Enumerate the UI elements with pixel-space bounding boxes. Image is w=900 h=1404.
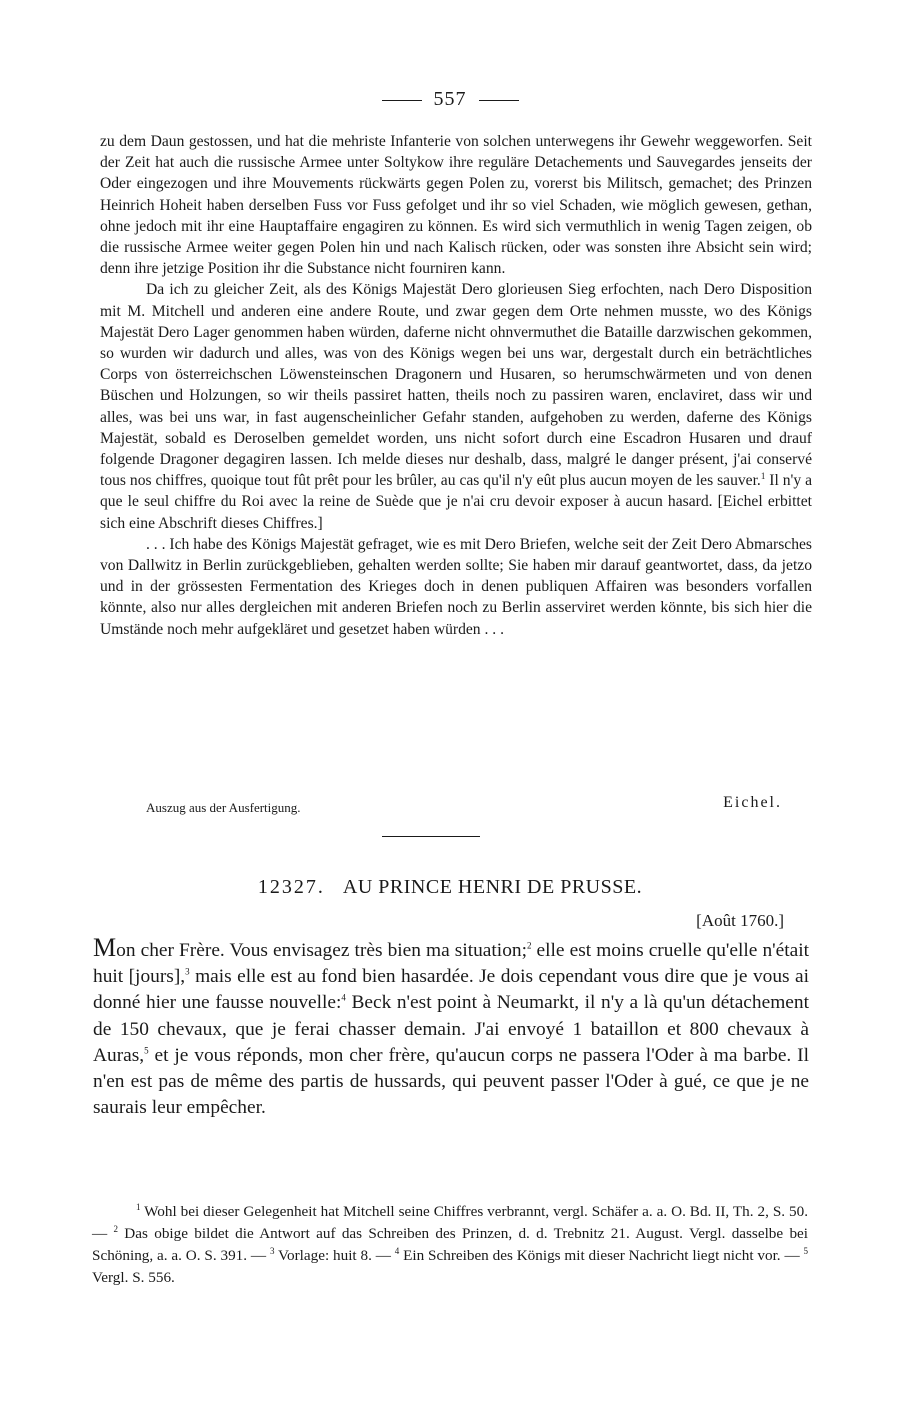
- page-header: [0, 88, 900, 111]
- main-text-5: et je vous réponds, mon cher frère, qu'aucun corps ne passera l'Oder à ma barbe. Il n'en est pas de même des partis de hussards, qui peuvent passer l'Oder à gué, ce que je ne saurais leur empêcher.: [93, 1044, 809, 1119]
- footnote-ref-5: 5: [144, 1045, 149, 1056]
- page-number: 557: [433, 88, 467, 110]
- main-text-4: Beck n'est point à Neumarkt, il n'y a là qu'un détachement de 150 chevaux, que je ferai chasser demain. J'ai envoyé 1 bataillon et 800 chevaux à Auras,: [93, 992, 809, 1066]
- letter-paragraph-1: zu dem Daun gestossen, und hat die mehriste Infanterie von solchen unterwegens ihr Gewehr weggeworfen. Seit der Zeit hat auch die russische Armee unter Soltykow ihre reguläre Detachements und Sauvegardes jenseits der Oder eingezogen und ihre Mouvements rückwärts gegen Polen zu, vorerst bis Militsch, gemachet; des Prinzen Heinrich Hoheit haben derselben Fuss vor Fuss gefolget und ihr so viel Schaden, wie möglich gewesen, gethan, ohne jedoch mit ihr eine Hauptaffaire engagiren zu können. Es wird sich vermuthlich in wenig Tagen zeigen, ob die russische Armee weiter gegen Polen hin und nach Kalisch rücken, oder was sonsten ihre Absicht sein wird; denn ihre jetzige Position ihr die Substance nicht fourniren kann.: [100, 133, 812, 278]
- footnote-marker-2: 2: [113, 1223, 118, 1234]
- header-dash-right: [479, 100, 519, 101]
- letter-continuation: [100, 131, 812, 640]
- footnote-text-1: Wohl bei dieser Gelegenheit hat Mitchell seine Chiffres verbrannt, vergl. Schäfer a. a. O. Bd. II, Th. 2, S. 50. —: [92, 1203, 808, 1242]
- footnote-text-5: Vergl. S. 556.: [92, 1269, 175, 1286]
- initial-letter: M: [93, 933, 117, 962]
- footnote-marker-4: 4: [394, 1245, 400, 1256]
- footnote-ref-1: 1: [760, 471, 766, 482]
- footnote-marker-3: 3: [269, 1245, 275, 1256]
- letter-paragraph-3: . . . Ich habe des Königs Majestät gefraget, wie es mit Dero Briefen, welche seit der Zeit Dero Abmarsches von Dallwitz in Berlin zurückgeblieben, gehalten werden sollte; Sie haben mir darauf geantwortet, dass, da jetzo und in der grössesten Fermentation des Krieges doch in denen publiquen Affairen was besonders vorfallen könnte, also nur alles dergleichen mit anderen Briefen noch zu Berlin asserviret werden könnte, bis sich hier die Umstände noch mehr aufgekläret und gesetzet haben würden . . .: [100, 535, 812, 638]
- signature-row: [100, 794, 812, 818]
- footnote-text-3: Vorlage: huit 8. —: [274, 1247, 395, 1264]
- main-text-1: on cher Frère. Vous envisagez très bien ma situation;: [116, 940, 527, 961]
- section-divider: [382, 836, 480, 837]
- letter-paragraph-2-text-b: Il n'y a que le seul chiffre du Roi avec la reine de Suède que je n'ai cru devoir exposer à aucun hasard. [Eichel erbittet sich eine Abschrift dieses Chiffres.]: [100, 472, 813, 532]
- document-number: 12327.: [257, 876, 325, 898]
- footnote-marker-1: 1: [136, 1201, 141, 1212]
- main-letter: [93, 935, 809, 1121]
- document-title: AU PRINCE HENRI DE PRUSSE.: [342, 876, 643, 898]
- main-text-3: mais elle est au fond bien hasardée. Je dois cependant vous dire que je vous ai donné hier une fausse nouvelle:: [93, 966, 809, 1014]
- signature: Eichel.: [723, 794, 782, 811]
- header-dash-left: [382, 100, 422, 101]
- footnote-marker-5: 5: [803, 1245, 808, 1256]
- main-letter-paragraph: [93, 935, 809, 1121]
- footnote-block: [92, 1201, 808, 1289]
- footnote-text-2: Das obige bildet die Antwort auf das Schreiben des Prinzen, d. d. Trebnitz 21. August. Vergl. dasselbe bei Schöning, a. a. O. S. 391. —: [92, 1225, 809, 1264]
- footnote-ref-4: 4: [341, 992, 346, 1003]
- footnote-ref-3: 3: [185, 966, 190, 977]
- source-note: Auszug aus der Ausfertigung.: [146, 800, 301, 815]
- footnote-text-4: Ein Schreiben des Königs mit dieser Nachricht liegt nicht vor. —: [399, 1247, 804, 1264]
- main-text-2: elle est moins cruelle qu'elle n'était huit [jours],: [93, 940, 810, 988]
- footnotes: [92, 1201, 808, 1289]
- document-heading: [0, 876, 900, 899]
- document-date: [Août 1760.]: [696, 911, 784, 930]
- letter-paragraph-2: [100, 279, 812, 533]
- footnote-ref-2: 2: [526, 940, 532, 951]
- letter-paragraph-2-text-a: Da ich zu gleicher Zeit, als des Königs Majestät Dero glorieusen Sieg erfochten, nach Dero Disposition mit M. Mitchell und anderen eine andere Route, und zwar gegen dem Orte nehmen musste, wo des Königs Majestät Dero Lager genommen haben würden, daferne nicht ohnvermuthet die Bataille darzwischen gekommen, so wurden wir dadurch und alles, was von des Königs wegen bei uns war, dergestalt durch ein beträchtliches Corps von österreichschen Löwensteinschen Dragonern und Husaren, so herumschwärmeten und von denen Büschen und Holzungen, so wir theils passiret hatten, theils noch zu passiren waren, enclaviret, dass wir und alles, was bei uns war, in fast augenscheinlicher Gefahr standen, aufgehoben zu werden, daferne des Königs Majestät, sobald es Deroselben gemeldet worden, uns nicht sofort durch eine Escadron Husaren und drauf folgende Dragoner degagiren lassen. Ich melde dieses nur deshalb, dass, malgré le danger présent, j'ai conservé tous nos chiffres, quoique tout fût prêt pour les brûler, au cas qu'il n'y eût plus aucun moyen de les sauver.: [100, 281, 812, 490]
